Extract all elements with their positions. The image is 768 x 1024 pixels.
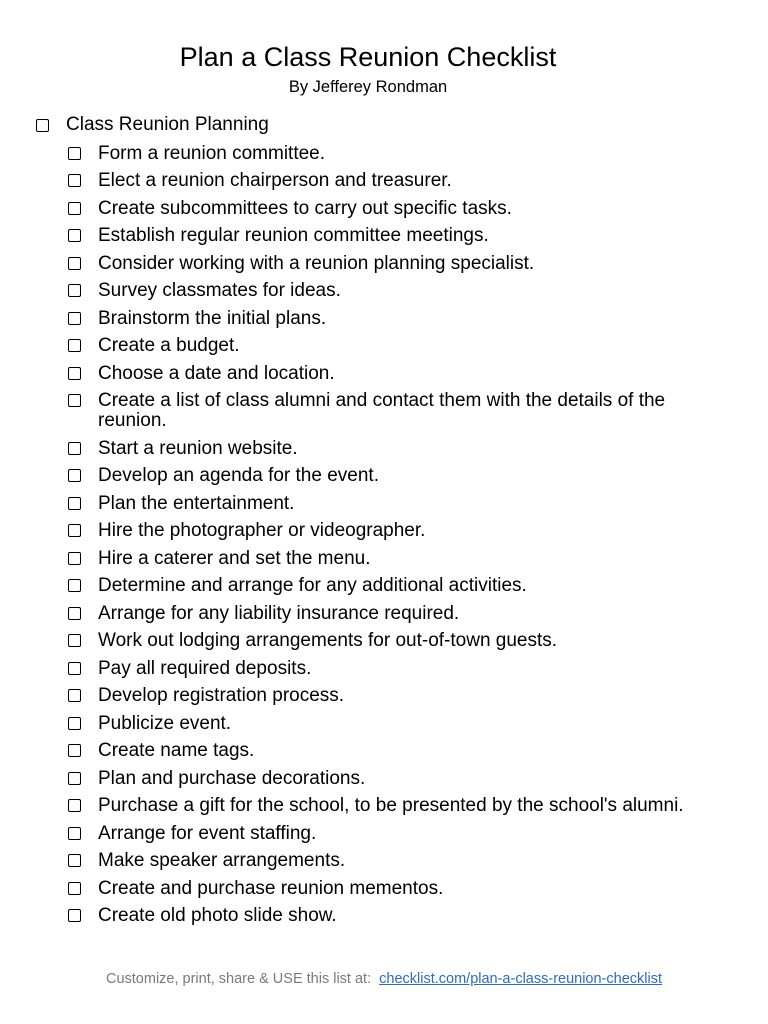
checklist-item [0,683,768,711]
checklist-item [0,518,768,546]
checklist-item [0,628,768,656]
checklist-item [0,573,768,601]
item-checkbox[interactable] [68,469,81,482]
item-checkbox[interactable] [68,689,81,702]
item-checkbox[interactable] [68,662,81,675]
section-header [0,113,768,141]
item-label: Plan the entertainment. [98,492,295,514]
item-checkbox[interactable] [68,799,81,812]
item-checkbox[interactable] [68,854,81,867]
checklist-item [0,711,768,739]
item-checkbox[interactable] [68,772,81,785]
item-label: Create name tags. [98,740,255,761]
item-checkbox[interactable] [68,312,81,325]
item-checkbox[interactable] [68,284,81,297]
item-label: Arrange for any liability insurance required. [98,602,460,624]
checklist-item [0,821,768,849]
checklist-item [0,278,768,306]
checklist-item [0,876,768,904]
page-title: Plan a Class Reunion Checklist [179,42,557,72]
footer-link[interactable]: checklist.com/plan-a-class-reunion-checklist [379,971,662,987]
item-label: Create a list of class alumni and contact them with the details of the reunion. [98,390,666,431]
checklist [0,113,768,931]
item-checkbox[interactable] [68,229,81,242]
checklist-item [0,436,768,464]
item-label: Create and purchase reunion mementos. [98,877,444,899]
author-byline: By Jefferey Rondman [288,78,448,96]
checklist-item [0,766,768,794]
item-label: Develop an agenda for the event. [98,465,379,486]
item-label: Arrange for event staffing. [98,822,317,844]
checklist-item [0,168,768,196]
item-checkbox[interactable] [68,717,81,730]
item-checkbox[interactable] [68,882,81,895]
item-label: Pay all required deposits. [98,657,312,679]
item-checkbox[interactable] [68,147,81,160]
item-label: Brainstorm the initial plans. [98,307,327,329]
checklist-item [0,141,768,169]
item-label: Determine and arrange for any additional activities. [98,575,527,596]
item-checkbox[interactable] [68,744,81,757]
checklist-item [0,388,768,436]
item-checkbox[interactable] [68,339,81,352]
checklist-item [0,361,768,389]
checklist-item [0,848,768,876]
item-label: Create a budget. [98,335,240,356]
footer-text: Customize, print, share & USE this list at: [105,971,372,987]
item-label: Publicize event. [98,712,232,734]
checklist-items [0,141,768,931]
section-label: Class Reunion Planning [66,114,269,135]
item-checkbox[interactable] [68,909,81,922]
checklist-item [0,546,768,574]
checklist-item [0,903,768,931]
item-checkbox[interactable] [68,174,81,187]
item-label: Make speaker arrangements. [98,850,346,871]
item-label: Purchase a gift for the school, to be presented by the school's alumni. [98,795,684,816]
item-checkbox[interactable] [68,607,81,620]
item-checkbox[interactable] [68,524,81,537]
item-checkbox[interactable] [68,367,81,380]
checklist-item [0,793,768,821]
item-label: Survey classmates for ideas. [98,280,341,301]
item-checkbox[interactable] [68,202,81,215]
item-checkbox[interactable] [68,442,81,455]
item-label: Create old photo slide show. [98,905,337,926]
item-label: Hire a caterer and set the menu. [98,547,371,569]
item-label: Plan and purchase decorations. [98,767,366,789]
item-label: Choose a date and location. [98,362,335,384]
item-label: Create subcommittees to carry out specific tasks. [98,197,512,219]
checklist-item [0,463,768,491]
checklist-item [0,491,768,519]
item-label: Start a reunion website. [98,437,298,459]
item-label: Consider working with a reunion planning specialist. [98,252,535,274]
item-checkbox[interactable] [68,394,81,407]
item-checkbox[interactable] [68,257,81,270]
item-checkbox[interactable] [68,497,81,510]
item-checkbox[interactable] [68,634,81,647]
checklist-item [0,601,768,629]
checklist-item [0,251,768,279]
item-checkbox[interactable] [68,827,81,840]
item-label: Hire the photographer or videographer. [98,520,426,541]
checklist-item [0,306,768,334]
checklist-item [0,333,768,361]
item-label: Work out lodging arrangements for out-of-town guests. [98,630,558,651]
item-label: Establish regular reunion committee meetings. [98,225,489,246]
section-checkbox[interactable] [36,119,49,132]
checklist-item [0,738,768,766]
item-label: Develop registration process. [98,685,345,706]
checklist-item [0,223,768,251]
checklist-item [0,656,768,684]
item-label: Form a reunion committee. [98,142,326,164]
item-checkbox[interactable] [68,579,81,592]
checklist-item [0,196,768,224]
item-checkbox[interactable] [68,552,81,565]
footer [0,970,768,988]
item-label: Elect a reunion chairperson and treasurer. [98,170,452,191]
